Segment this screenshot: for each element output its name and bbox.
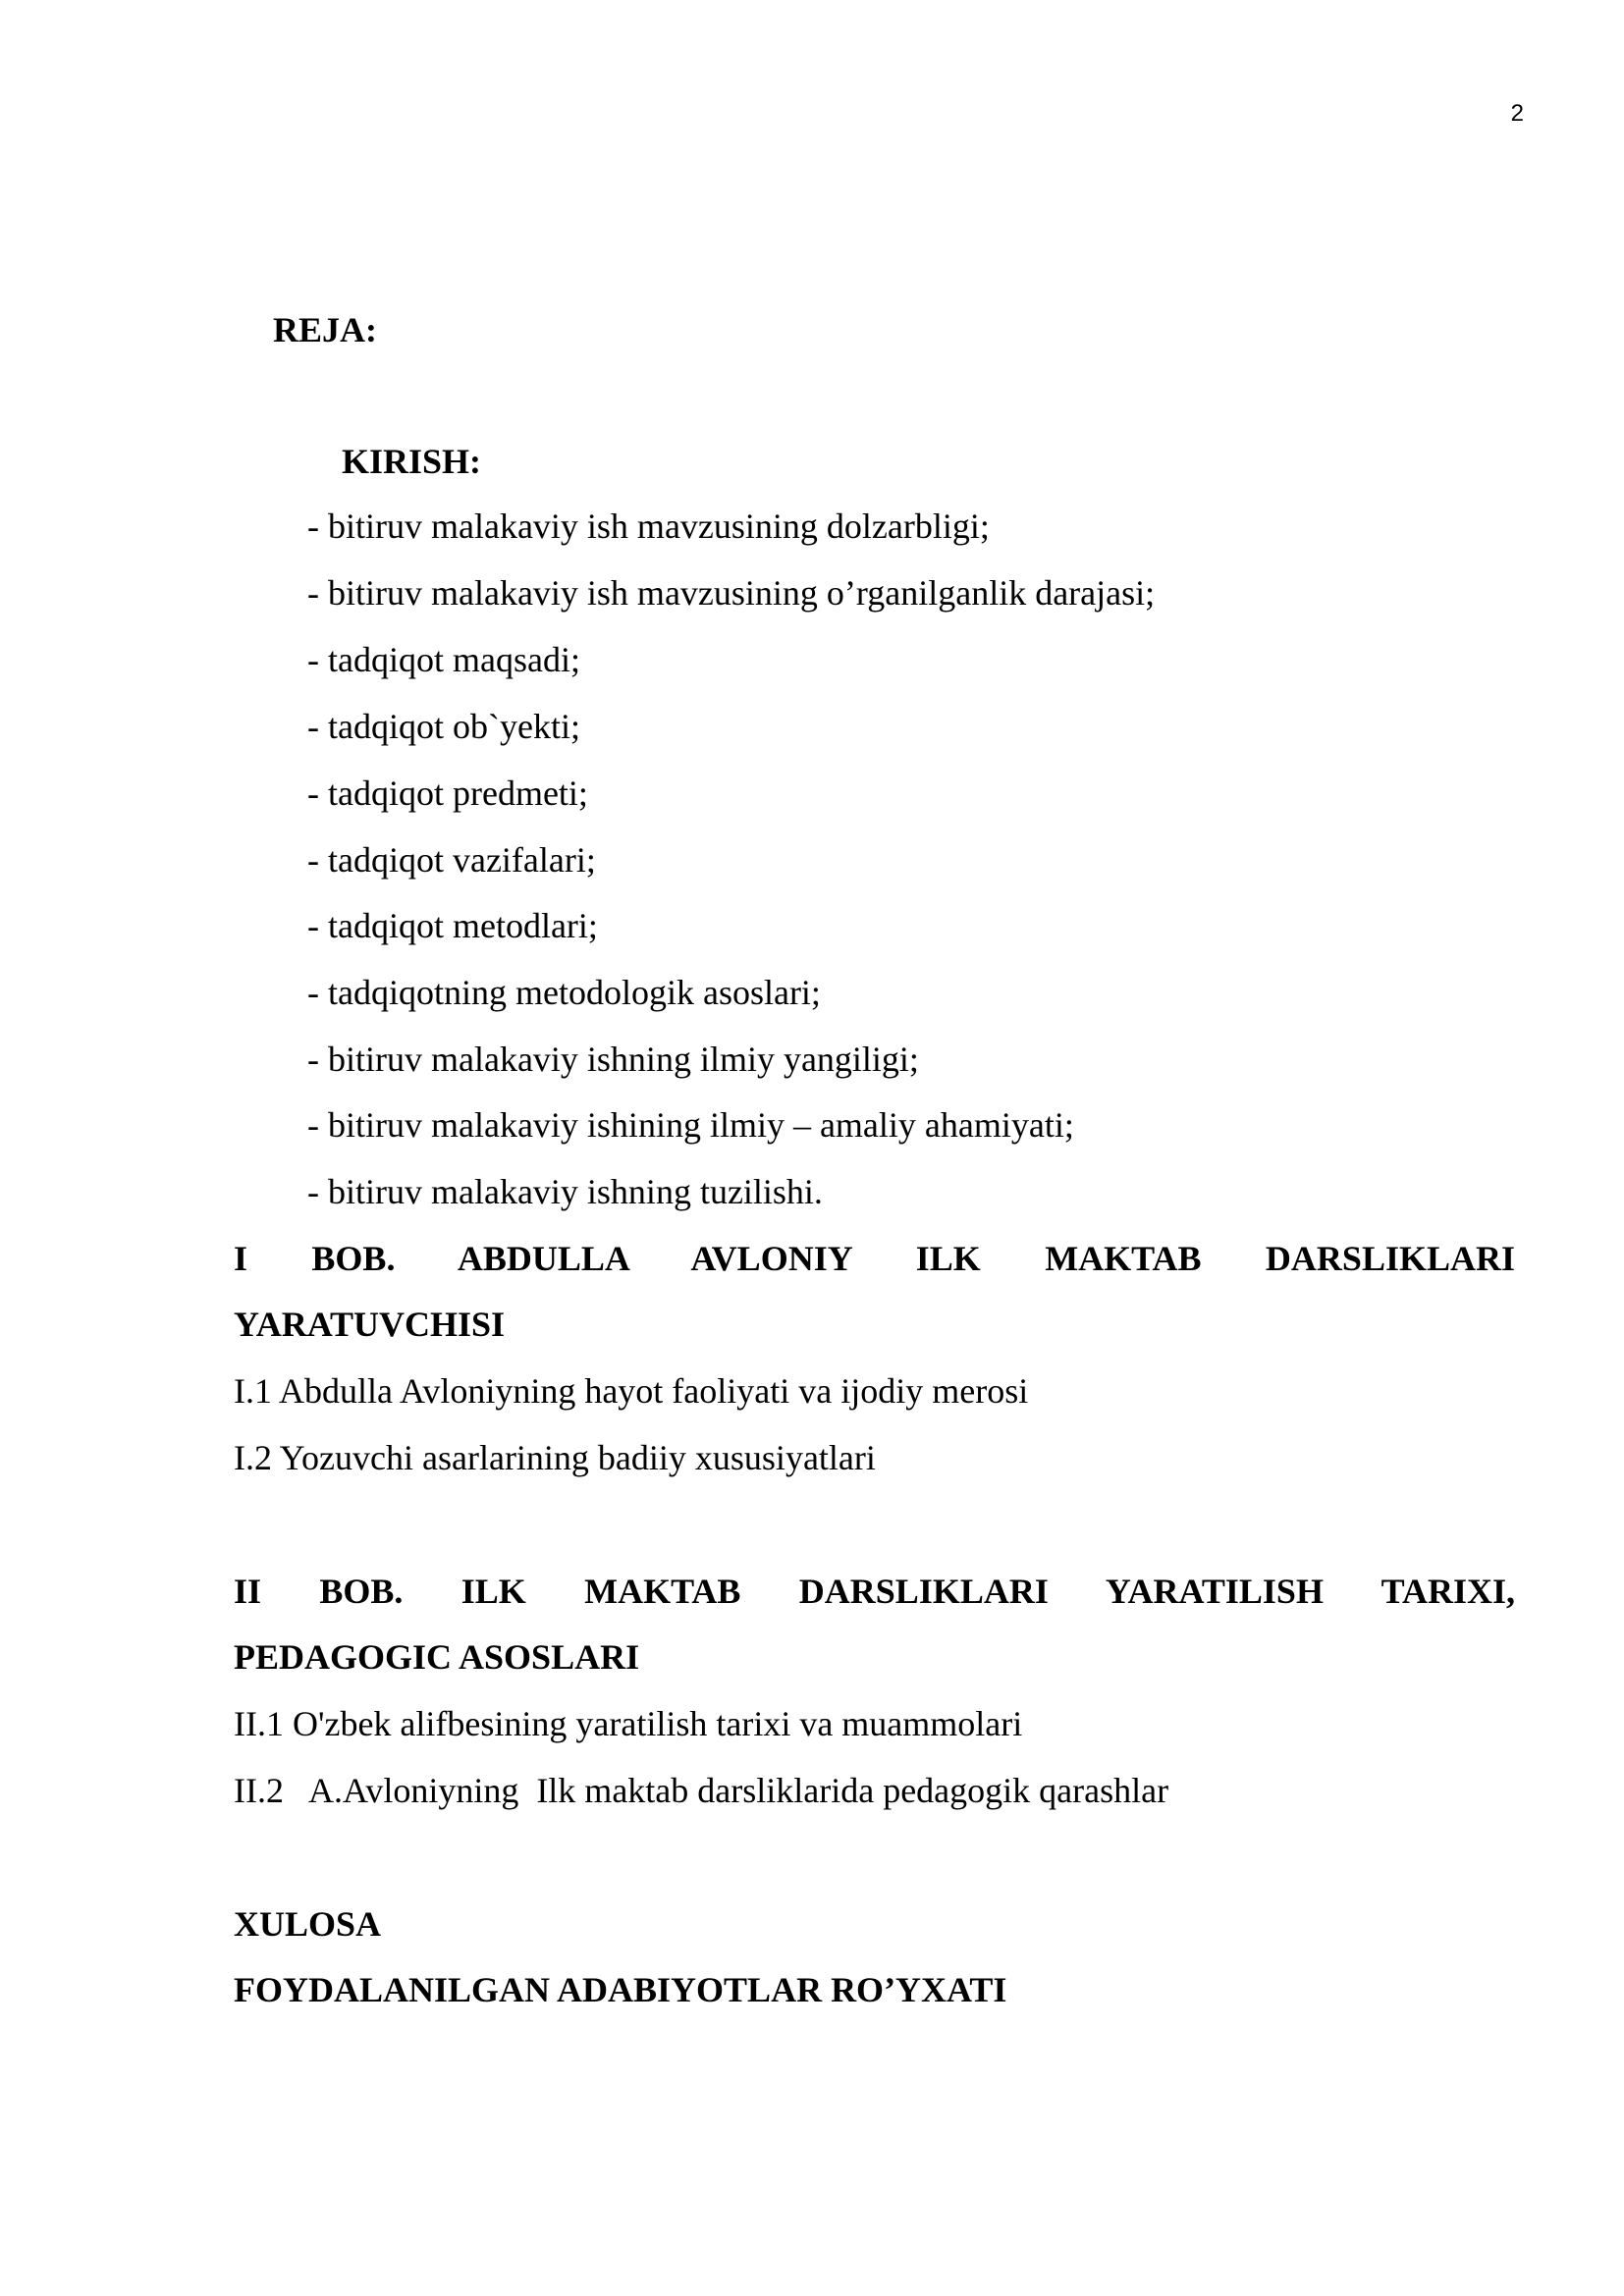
intro-item: - bitiruv malakaviy ishining ilmiy – amaliy ahamiyati;: [307, 1105, 1074, 1145]
conclusion-heading: XULOSA: [234, 1904, 382, 1944]
intro-item: - bitiruv malakaviy ish mavzusining o’rganilganlik darajasi;: [307, 573, 1156, 613]
chapter2-section: II.2 A.Avloniyning Ilk maktab darsliklarida pedagogik qarashlar: [234, 1771, 1169, 1810]
intro-item: - tadqiqotning metodologik asoslari;: [307, 973, 821, 1012]
intro-heading: KIRISH:: [342, 442, 482, 481]
intro-item: - tadqiqot metodlari;: [307, 906, 598, 945]
chapter1-section: I.2 Yozuvchi asarlarining badiiy xususiyatlari: [234, 1438, 876, 1477]
intro-item: - tadqiqot ob`yekti;: [307, 707, 580, 746]
chapter2-heading-line2: PEDAGOGIC ASOSLARI: [234, 1637, 640, 1677]
intro-item: - bitiruv malakaviy ish mavzusining dolzarbligi;: [307, 507, 990, 546]
chapter1-section: I.1 Abdulla Avloniyning hayot faoliyati va ijodiy merosi: [234, 1371, 1029, 1411]
intro-item: - tadqiqot vazifalari;: [307, 840, 596, 880]
chapter2-heading-line1: II BOB. ILK MAKTAB DARSLIKLARI YARATILISH TARIXI,: [234, 1572, 1515, 1611]
chapter2-section: II.1 O'zbek alifbesining yaratilish tarixi va muammolari: [234, 1704, 1023, 1743]
intro-item: - tadqiqot predmeti;: [307, 774, 588, 813]
intro-item: - tadqiqot maqsadi;: [307, 640, 580, 679]
chapter1-heading-line1: I BOB. ABDULLA AVLONIY ILK MAKTAB DARSLIKLARI: [234, 1239, 1515, 1278]
intro-item: - bitiruv malakaviy ishning ilmiy yangiligi;: [307, 1040, 919, 1079]
page-number: 2: [1510, 100, 1524, 127]
chapter1-heading-line2: YARATUVCHISI: [234, 1305, 506, 1344]
references-heading: FOYDALANILGAN ADABIYOTLAR RO’YXATI: [234, 1970, 1007, 2009]
intro-item: - bitiruv malakaviy ishning tuzilishi.: [307, 1172, 823, 1211]
plan-title: REJA:: [273, 310, 377, 349]
